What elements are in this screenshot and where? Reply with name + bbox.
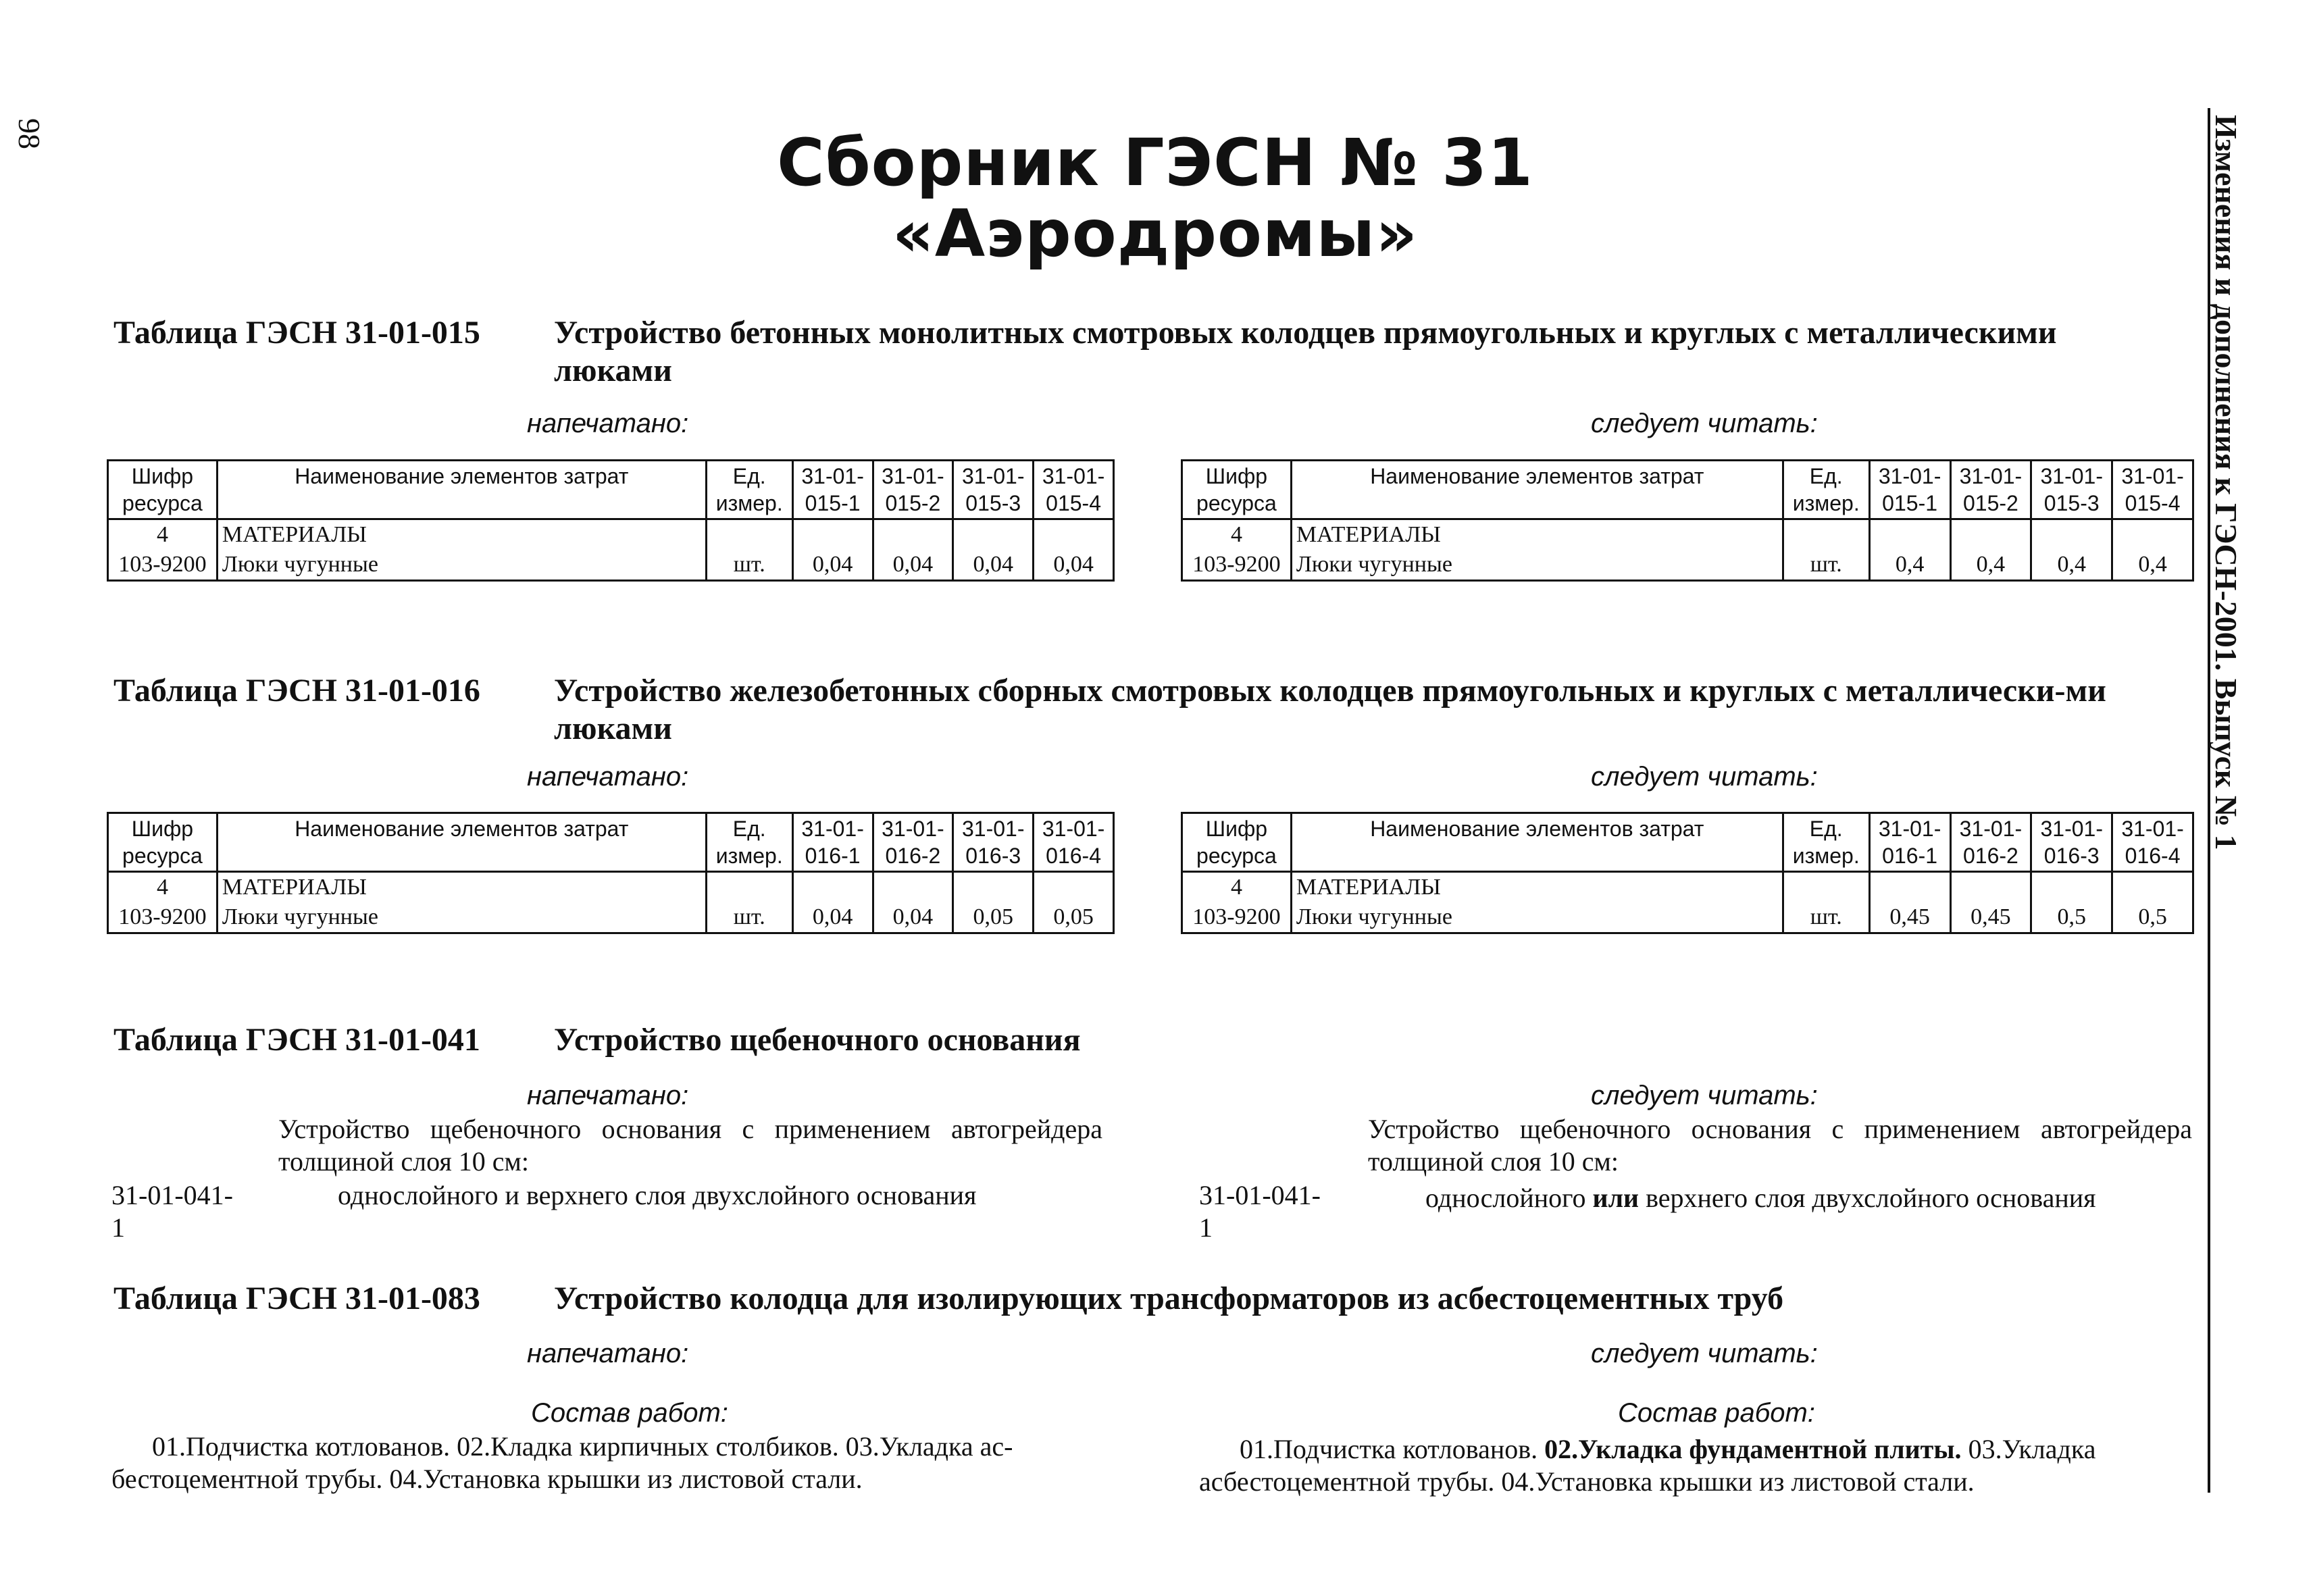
section-083-printed-label: напечатано: <box>527 1339 689 1368</box>
group-name: МАТЕРИАЛЫ <box>1291 519 1783 550</box>
header-name: Наименование элементов затрат <box>217 461 706 519</box>
header-col-1: 31-01- 016-1 <box>792 813 873 872</box>
value-cell: 0,4 <box>2112 550 2193 581</box>
section-083-correct-line1: 01.Подчистка котлованов. 02.Укладка фундаментной плиты. 03.Укладка <box>1240 1434 2096 1464</box>
header-unit: Ед. измер. <box>706 461 792 519</box>
row-name: Люки чугунные <box>217 902 706 933</box>
header-col-1: 31-01- 016-1 <box>1869 813 1950 872</box>
section-041-correct-text: однослойного или верхнего слоя двухслойного основания <box>1425 1183 2096 1213</box>
section-041-printed-text: однослойного и верхнего слоя двухслойного основания <box>338 1180 977 1210</box>
row-code: 103-9200 <box>108 902 218 933</box>
header-col-2: 31-01- 016-2 <box>1950 813 2031 872</box>
row-unit: шт. <box>706 550 792 581</box>
group-name: МАТЕРИАЛЫ <box>1291 872 1783 903</box>
value-cell: 0,04 <box>792 902 873 933</box>
header-col-4: 31-01- 015-4 <box>1034 461 1114 519</box>
value-cell: 0,05 <box>953 902 1034 933</box>
value-cell: 0,04 <box>953 550 1034 581</box>
header-col-4: 31-01- 016-4 <box>1034 813 1114 872</box>
value-cell: 0,04 <box>873 902 953 933</box>
section-083-should-read-label: следует читать: <box>1591 1339 1818 1368</box>
group-code: 4 <box>1182 872 1292 903</box>
section-041-correct-code: 31-01-041- 1 <box>1199 1180 1321 1243</box>
group-name: МАТЕРИАЛЫ <box>217 872 706 903</box>
row-name: Люки чугунные <box>1291 902 1783 933</box>
section-041-should-read-label: следует читать: <box>1591 1081 1818 1110</box>
header-col-1: 31-01- 015-1 <box>1869 461 1950 519</box>
section-041-correct-intro: Устройство щебеночного основания с применением автогрейдера толщиной слоя 10 см: <box>1368 1114 2192 1177</box>
table-016-printed <box>107 812 1115 934</box>
row-code: 103-9200 <box>108 550 218 581</box>
section-083-correct-line2: асбестоцементной трубы. 04.Установка крышки из листовой стали. <box>1199 1466 1975 1497</box>
section-041-title: Устройство щебеночного основания <box>554 1022 1081 1058</box>
header-col-3: 31-01- 015-3 <box>953 461 1034 519</box>
correction-highlight: 02.Укладка фундаментной плиты. <box>1544 1434 1962 1464</box>
section-083-label: Таблица ГЭСН 31-01-083 <box>113 1281 480 1316</box>
table-015-correct <box>1181 459 2194 582</box>
header-name: Наименование элементов затрат <box>217 813 706 872</box>
value-cell: 0,5 <box>2031 902 2112 933</box>
row-name: Люки чугунные <box>217 550 706 581</box>
page-title-line1: Сборник ГЭСН № 31 <box>777 125 1533 201</box>
section-041-label: Таблица ГЭСН 31-01-041 <box>113 1022 480 1058</box>
section-015-label: Таблица ГЭСН 31-01-015 <box>113 315 480 351</box>
value-cell: 0,4 <box>1950 550 2031 581</box>
value-cell: 0,04 <box>873 550 953 581</box>
table-015-printed <box>107 459 1115 582</box>
header-name: Наименование элементов затрат <box>1291 813 1783 872</box>
header-col-2: 31-01- 015-2 <box>1950 461 2031 519</box>
header-col-2: 31-01- 015-2 <box>873 461 953 519</box>
value-cell: 0,4 <box>2031 550 2112 581</box>
group-code: 4 <box>108 519 218 550</box>
header-code: Шифр ресурса <box>1182 813 1292 872</box>
row-code: 103-9200 <box>1182 902 1292 933</box>
value-cell: 0,04 <box>792 550 873 581</box>
side-note: Изменения и дополнения к ГЭСН-2001. Выпуск № 1 <box>2209 115 2243 850</box>
section-016-label: Таблица ГЭСН 31-01-016 <box>113 673 480 709</box>
section-083-title: Устройство колодца для изолирующих трансформаторов из асбестоцементных труб <box>554 1281 1784 1316</box>
value-cell: 0,45 <box>1950 902 2031 933</box>
header-col-3: 31-01- 016-3 <box>2031 813 2112 872</box>
section-083-printed-line1: 01.Подчистка котлованов. 02.Кладка кирпичных столбиков. 03.Укладка ас- <box>152 1431 1013 1462</box>
section-083-correct-work-label: Состав работ: <box>1618 1398 1815 1428</box>
header-unit: Ед. измер. <box>1783 813 1869 872</box>
header-code: Шифр ресурса <box>108 813 218 872</box>
section-015-title: Устройство бетонных монолитных смотровых колодцев прямоугольных и круглых с металлическими люками <box>554 315 2057 388</box>
section-041-printed-label: напечатано: <box>527 1081 689 1110</box>
section-041-printed-intro: Устройство щебеночного основания с применением автогрейдера толщиной слоя 10 см: <box>278 1114 1102 1177</box>
value-cell: 0,04 <box>1034 550 1114 581</box>
header-col-2: 31-01- 016-2 <box>873 813 953 872</box>
section-015-should-read-label: следует читать: <box>1591 409 1818 438</box>
row-unit: шт. <box>1783 550 1869 581</box>
section-016-printed-label: напечатано: <box>527 762 689 792</box>
header-code: Шифр ресурса <box>108 461 218 519</box>
header-col-4: 31-01- 015-4 <box>2112 461 2193 519</box>
section-083-printed-line2: бестоцементной трубы. 04.Установка крышки из листовой стали. <box>111 1464 863 1494</box>
section-016-title: Устройство железобетонных сборных смотровых колодцев прямоугольных и круглых с металлически-ми люками <box>554 673 2106 746</box>
value-cell: 0,5 <box>2112 902 2193 933</box>
group-code: 4 <box>108 872 218 903</box>
value-cell: 0,45 <box>1869 902 1950 933</box>
value-cell: 0,4 <box>1869 550 1950 581</box>
header-name: Наименование элементов затрат <box>1291 461 1783 519</box>
section-016-should-read-label: следует читать: <box>1591 762 1818 792</box>
header-col-1: 31-01- 015-1 <box>792 461 873 519</box>
page-number: 98 <box>12 118 47 149</box>
section-015-printed-label: напечатано: <box>527 409 689 438</box>
header-unit: Ед. измер. <box>1783 461 1869 519</box>
header-col-3: 31-01- 015-3 <box>2031 461 2112 519</box>
row-unit: шт. <box>706 902 792 933</box>
correction-highlight: или <box>1592 1183 1640 1213</box>
header-unit: Ед. измер. <box>706 813 792 872</box>
section-041-printed-code: 31-01-041- 1 <box>111 1180 233 1243</box>
row-unit: шт. <box>1783 902 1869 933</box>
value-cell: 0,05 <box>1034 902 1114 933</box>
group-name: МАТЕРИАЛЫ <box>217 519 706 550</box>
row-name: Люки чугунные <box>1291 550 1783 581</box>
page-title-line2: «Аэродромы» <box>892 196 1419 272</box>
header-col-3: 31-01- 016-3 <box>953 813 1034 872</box>
table-016-correct <box>1181 812 2194 934</box>
group-code: 4 <box>1182 519 1292 550</box>
row-code: 103-9200 <box>1182 550 1292 581</box>
section-083-printed-work-label: Состав работ: <box>531 1398 728 1428</box>
header-code: Шифр ресурса <box>1182 461 1292 519</box>
header-col-4: 31-01- 016-4 <box>2112 813 2193 872</box>
